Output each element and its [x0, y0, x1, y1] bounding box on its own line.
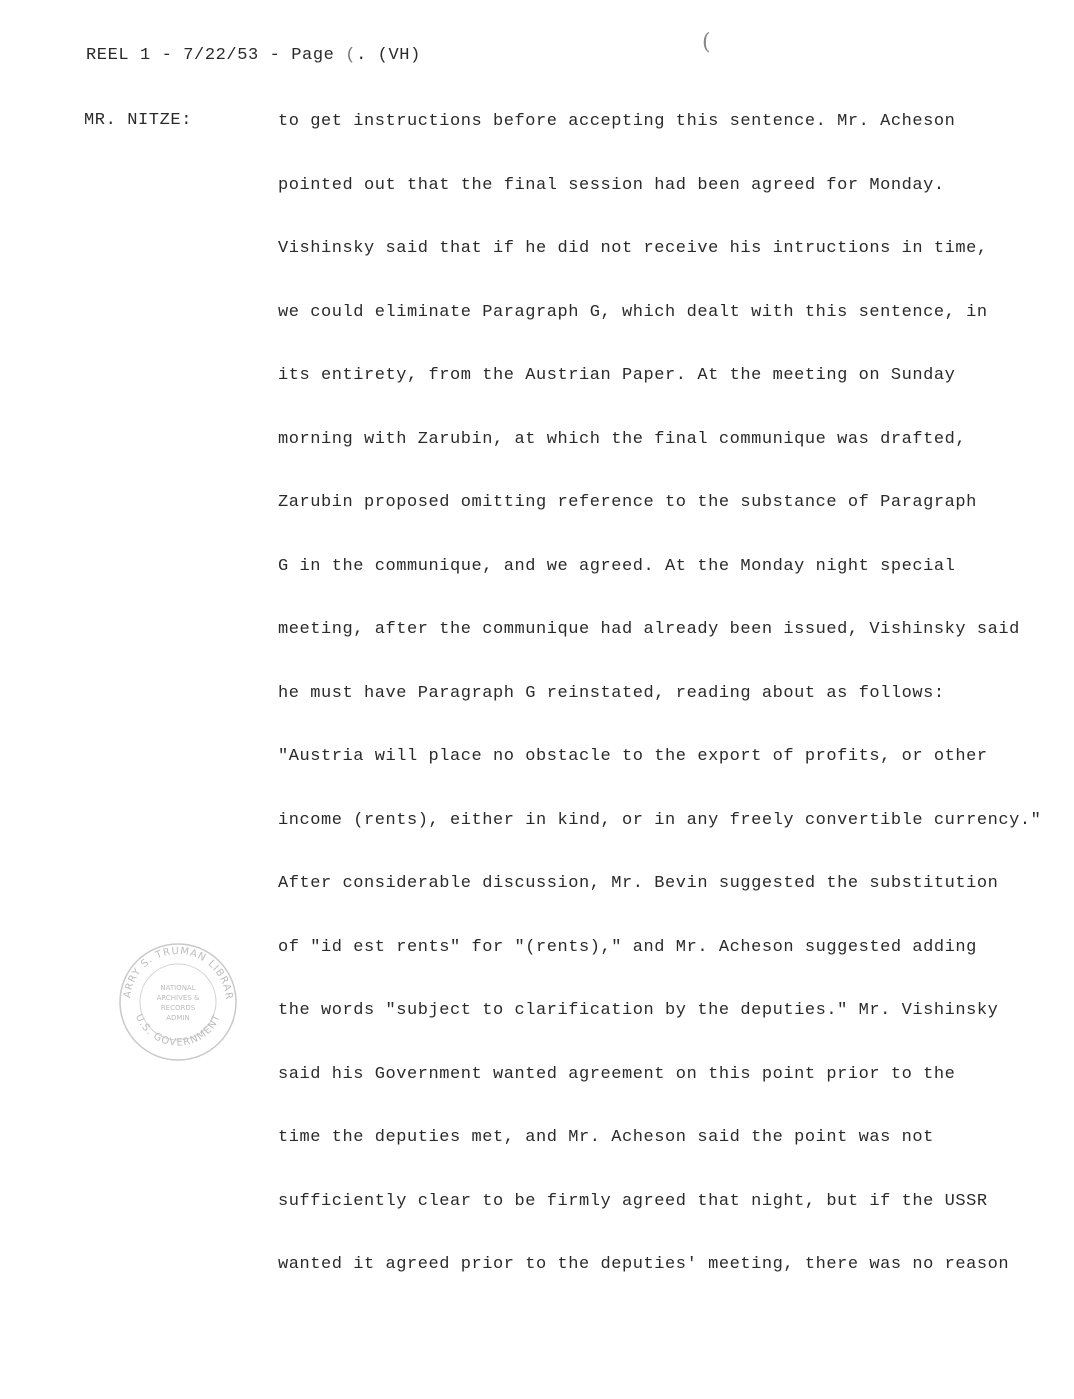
transcript-line: wanted it agreed prior to the deputies' meeting, there was no reason: [278, 1255, 1010, 1274]
svg-text:RECORDS: RECORDS: [160, 1004, 196, 1012]
transcript-line: its entirety, from the Austrian Paper. At the meeting on Sunday: [278, 366, 956, 385]
transcript-line: pointed out that the final session had been agreed for Monday.: [278, 175, 945, 195]
transcript-line: the words "subject to clarification by the deputies." Mr. Vishinsky: [278, 1001, 999, 1020]
library-stamp-seal: [116, 940, 240, 1064]
svg-text:ARCHIVES &: ARCHIVES &: [156, 994, 200, 1002]
page-header: [86, 46, 421, 65]
transcript-line: time the deputies met, and Mr. Acheson said the point was not: [278, 1128, 934, 1147]
transcript-line: "Austria will place no obstacle to the export of profits, or other: [278, 747, 988, 766]
reel-date-page: REEL 1 - 7/22/53 - Page: [86, 46, 335, 65]
svg-text:U.S. GOVERNMENT: U.S. GOVERNMENT: [132, 1012, 224, 1049]
transcript-line: of "id est rents" for "(rents)," and Mr. Acheson suggested adding: [278, 937, 977, 957]
transcript-line: income (rents), either in kind, or in any freely convertible currency.": [278, 810, 1042, 830]
typist-initials: . (VH): [356, 46, 421, 65]
transcript-line: G in the communique, and we agreed. At the Monday night special: [278, 556, 956, 576]
transcript-line: he must have Paragraph G reinstated, reading about as follows:: [278, 683, 945, 703]
transcript-line: morning with Zarubin, at which the final communique was drafted,: [278, 429, 967, 449]
svg-text:ADMIN: ADMIN: [166, 1014, 190, 1022]
page-number-mark: (: [345, 46, 357, 65]
transcript-line: meeting, after the communique had already been issued, Vishinsky said: [278, 620, 1020, 639]
transcript-line: to get instructions before accepting this sentence. Mr. Acheson: [278, 112, 956, 131]
speaker-label: MR. NITZE:: [84, 111, 193, 130]
transcript-body: [278, 110, 1042, 1317]
transcript-line: Zarubin proposed omitting reference to the substance of Paragraph: [278, 493, 977, 512]
svg-text:NATIONAL: NATIONAL: [160, 984, 196, 992]
transcript-line: said his Government wanted agreement on this point prior to the: [278, 1064, 956, 1084]
transcript-line: Vishinsky said that if he did not receive his intructions in time,: [278, 239, 988, 258]
transcript-line: we could eliminate Paragraph G, which dealt with this sentence, in: [278, 302, 988, 322]
transcript-line: After considerable discussion, Mr. Bevin suggested the substitution: [278, 874, 999, 893]
transcript-line: sufficiently clear to be firmly agreed that night, but if the USSR: [278, 1191, 988, 1211]
svg-text:HARRY S. TRUMAN LIBRARY: ARRY S. TRUMAN LIBRAR: [122, 945, 235, 1001]
pencil-mark: (: [702, 30, 711, 55]
